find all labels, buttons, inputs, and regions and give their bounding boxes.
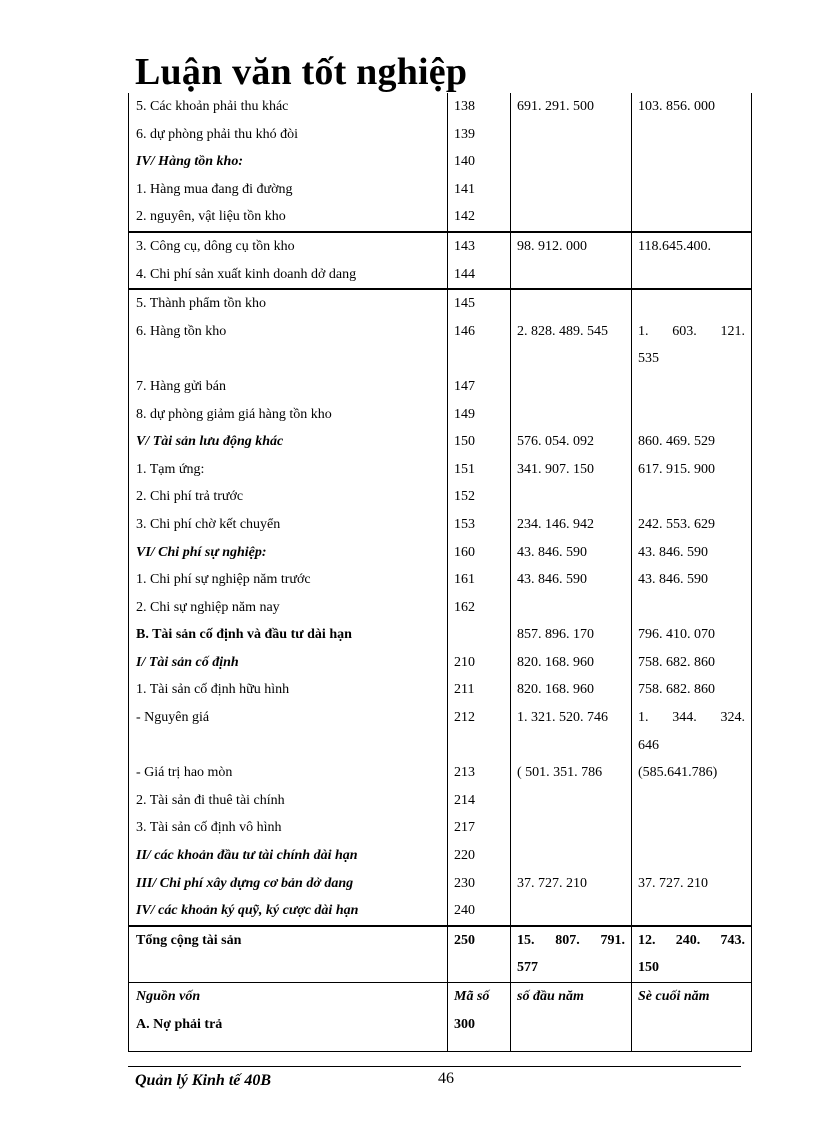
row-label: 2. Chi phí trả trước xyxy=(129,483,448,511)
row-begin-value: số đầu năm xyxy=(511,983,632,1011)
row-code: 145 xyxy=(448,289,511,318)
table-row xyxy=(129,759,752,787)
row-end-value xyxy=(632,203,752,232)
row-code: Mã số xyxy=(448,983,511,1011)
row-end-value: Sè cuối năm xyxy=(632,983,752,1011)
row-label: II/ các khoản đầu tư tài chính dài hạn xyxy=(129,842,448,870)
row-code: 220 xyxy=(448,842,511,870)
row-end-value: 758. 682. 860 xyxy=(632,676,752,704)
row-begin-value: 1. 321. 520. 746 xyxy=(511,704,632,759)
table-row xyxy=(129,1011,752,1052)
row-begin-value: 820. 168. 960 xyxy=(511,676,632,704)
page-number: 46 xyxy=(438,1070,454,1087)
row-code: 151 xyxy=(448,456,511,484)
row-label: 5. Các khoản phải thu khác xyxy=(129,93,448,121)
row-label: IV/ Hàng tồn kho: xyxy=(129,148,448,176)
row-end-value: 617. 915. 900 xyxy=(632,456,752,484)
table-row xyxy=(129,539,752,567)
row-label: VI/ Chi phí sự nghiệp: xyxy=(129,539,448,567)
row-end-value: 1. 344. 324. 646 xyxy=(632,704,752,759)
row-end-value: 43. 846. 590 xyxy=(632,539,752,567)
row-label: 6. dự phòng phải thu khó đòi xyxy=(129,121,448,149)
row-label: IV/ các khoản ký quỹ, ký cược dài hạn xyxy=(129,897,448,926)
table-row xyxy=(129,511,752,539)
row-end-value xyxy=(632,842,752,870)
table-row xyxy=(129,203,752,232)
table-row xyxy=(129,318,752,373)
row-label: B. Tài sản cố định và đầu tư dài hạn xyxy=(129,621,448,649)
row-label: 1. Tài sản cố định hữu hình xyxy=(129,676,448,704)
row-code: 153 xyxy=(448,511,511,539)
row-end-value xyxy=(632,261,752,290)
row-begin-value: 43. 846. 590 xyxy=(511,539,632,567)
row-begin-value xyxy=(511,261,632,290)
row-label: 3. Chi phí chờ kết chuyển xyxy=(129,511,448,539)
balance-sheet-table xyxy=(128,93,752,1052)
row-begin-value: 2. 828. 489. 545 xyxy=(511,318,632,373)
table-row xyxy=(129,787,752,815)
row-label: 8. dự phòng giảm giá hàng tồn kho xyxy=(129,401,448,429)
row-code: 213 xyxy=(448,759,511,787)
row-end-value: 860. 469. 529 xyxy=(632,428,752,456)
table-row xyxy=(129,428,752,456)
row-label: 1. Tạm ứng: xyxy=(129,456,448,484)
table-row xyxy=(129,983,752,1011)
page-title: Luận văn tốt nghiệp xyxy=(135,51,468,93)
table-row xyxy=(129,373,752,401)
row-code: 160 xyxy=(448,539,511,567)
row-label: III/ Chi phí xây dựng cơ bản dở dang xyxy=(129,870,448,898)
table-row xyxy=(129,842,752,870)
table-row xyxy=(129,621,752,649)
row-code: 150 xyxy=(448,428,511,456)
row-code: 138 xyxy=(448,93,511,121)
table-row xyxy=(129,483,752,511)
table-row xyxy=(129,649,752,677)
table-row xyxy=(129,704,752,759)
row-code: 162 xyxy=(448,594,511,622)
row-begin-value xyxy=(511,176,632,204)
row-end-value xyxy=(632,176,752,204)
row-code: 147 xyxy=(448,373,511,401)
row-code: 250 xyxy=(448,926,511,983)
row-end-value xyxy=(632,148,752,176)
row-begin-value xyxy=(511,148,632,176)
row-end-value xyxy=(632,289,752,318)
row-code: 211 xyxy=(448,676,511,704)
row-label: - Nguyên giá xyxy=(129,704,448,759)
row-label: 1. Chi phí sự nghiệp năm trước xyxy=(129,566,448,594)
row-code: 139 xyxy=(448,121,511,149)
row-end-value: 103. 856. 000 xyxy=(632,93,752,121)
row-end-value xyxy=(632,787,752,815)
row-label: 2. Tài sản đi thuê tài chính xyxy=(129,787,448,815)
row-begin-value xyxy=(511,842,632,870)
row-begin-value xyxy=(511,289,632,318)
row-end-value: 796. 410. 070 xyxy=(632,621,752,649)
table-row xyxy=(129,897,752,926)
table-row xyxy=(129,926,752,983)
row-end-value xyxy=(632,594,752,622)
row-begin-value xyxy=(511,897,632,926)
table-row xyxy=(129,814,752,842)
row-code: 230 xyxy=(448,870,511,898)
row-begin-value xyxy=(511,121,632,149)
row-begin-value: 576. 054. 092 xyxy=(511,428,632,456)
table-row xyxy=(129,261,752,290)
row-label: Nguồn vốn xyxy=(129,983,448,1011)
row-end-value: 43. 846. 590 xyxy=(632,566,752,594)
row-begin-value: 37. 727. 210 xyxy=(511,870,632,898)
row-label: 5. Thành phẩm tồn kho xyxy=(129,289,448,318)
row-begin-value: 691. 291. 500 xyxy=(511,93,632,121)
row-label: 2. nguyên, vật liệu tồn kho xyxy=(129,203,448,232)
table-row xyxy=(129,121,752,149)
row-end-value: 1. 603. 121. 535 xyxy=(632,318,752,373)
row-label: A. Nợ phải trả xyxy=(129,1011,448,1052)
row-begin-value: ( 501. 351. 786 xyxy=(511,759,632,787)
row-end-value: 37. 727. 210 xyxy=(632,870,752,898)
table-row xyxy=(129,401,752,429)
row-code: 140 xyxy=(448,148,511,176)
row-end-value: 242. 553. 629 xyxy=(632,511,752,539)
table-row xyxy=(129,676,752,704)
row-begin-value: 820. 168. 960 xyxy=(511,649,632,677)
row-code: 142 xyxy=(448,203,511,232)
row-label: 3. Tài sản cố định vô hình xyxy=(129,814,448,842)
row-code xyxy=(448,621,511,649)
row-end-value xyxy=(632,121,752,149)
row-label: V/ Tài sản lưu động khác xyxy=(129,428,448,456)
row-label: 1. Hàng mua đang đi đường xyxy=(129,176,448,204)
row-begin-value: 98. 912. 000 xyxy=(511,232,632,261)
row-code: 161 xyxy=(448,566,511,594)
table-row xyxy=(129,456,752,484)
row-end-value: (585.641.786) xyxy=(632,759,752,787)
row-end-value xyxy=(632,373,752,401)
row-label: 2. Chi sự nghiệp năm nay xyxy=(129,594,448,622)
row-code: 144 xyxy=(448,261,511,290)
row-begin-value xyxy=(511,483,632,511)
row-begin-value xyxy=(511,401,632,429)
table-row xyxy=(129,289,752,318)
footer-course: Quản lý Kinh tế 40B xyxy=(135,1072,272,1089)
row-code: 141 xyxy=(448,176,511,204)
table-row xyxy=(129,232,752,261)
row-code: 217 xyxy=(448,814,511,842)
row-label: I/ Tài sản cố định xyxy=(129,649,448,677)
row-begin-value xyxy=(511,373,632,401)
row-code: 146 xyxy=(448,318,511,373)
row-begin-value xyxy=(511,594,632,622)
row-code: 300 xyxy=(448,1011,511,1052)
row-end-value: 758. 682. 860 xyxy=(632,649,752,677)
row-code: 152 xyxy=(448,483,511,511)
row-code: 212 xyxy=(448,704,511,759)
row-end-value: 12. 240. 743. 150 xyxy=(632,926,752,983)
row-code: 149 xyxy=(448,401,511,429)
row-begin-value: 857. 896. 170 xyxy=(511,621,632,649)
row-begin-value xyxy=(511,814,632,842)
row-end-value xyxy=(632,1011,752,1052)
row-code: 214 xyxy=(448,787,511,815)
row-end-value xyxy=(632,483,752,511)
row-label: 7. Hàng gửi bán xyxy=(129,373,448,401)
row-code: 240 xyxy=(448,897,511,926)
footer-divider xyxy=(128,1066,741,1067)
row-label: 3. Công cụ, dông cụ tồn kho xyxy=(129,232,448,261)
row-code: 143 xyxy=(448,232,511,261)
row-end-value xyxy=(632,814,752,842)
row-end-value xyxy=(632,401,752,429)
row-label: 6. Hàng tồn kho xyxy=(129,318,448,373)
row-begin-value xyxy=(511,787,632,815)
table-row xyxy=(129,176,752,204)
row-code: 210 xyxy=(448,649,511,677)
row-label: 4. Chi phí sản xuất kinh doanh dở dang xyxy=(129,261,448,290)
row-begin-value xyxy=(511,203,632,232)
table-row xyxy=(129,870,752,898)
row-end-value: 118.645.400. xyxy=(632,232,752,261)
row-begin-value: 15. 807. 791. 577 xyxy=(511,926,632,983)
table-row xyxy=(129,93,752,121)
table-row xyxy=(129,594,752,622)
row-label: - Giá trị hao mòn xyxy=(129,759,448,787)
row-end-value xyxy=(632,897,752,926)
row-begin-value: 341. 907. 150 xyxy=(511,456,632,484)
row-label: Tổng cộng tài sản xyxy=(129,926,448,983)
table-row xyxy=(129,148,752,176)
row-begin-value xyxy=(511,1011,632,1052)
table-row xyxy=(129,566,752,594)
row-begin-value: 234. 146. 942 xyxy=(511,511,632,539)
row-begin-value: 43. 846. 590 xyxy=(511,566,632,594)
